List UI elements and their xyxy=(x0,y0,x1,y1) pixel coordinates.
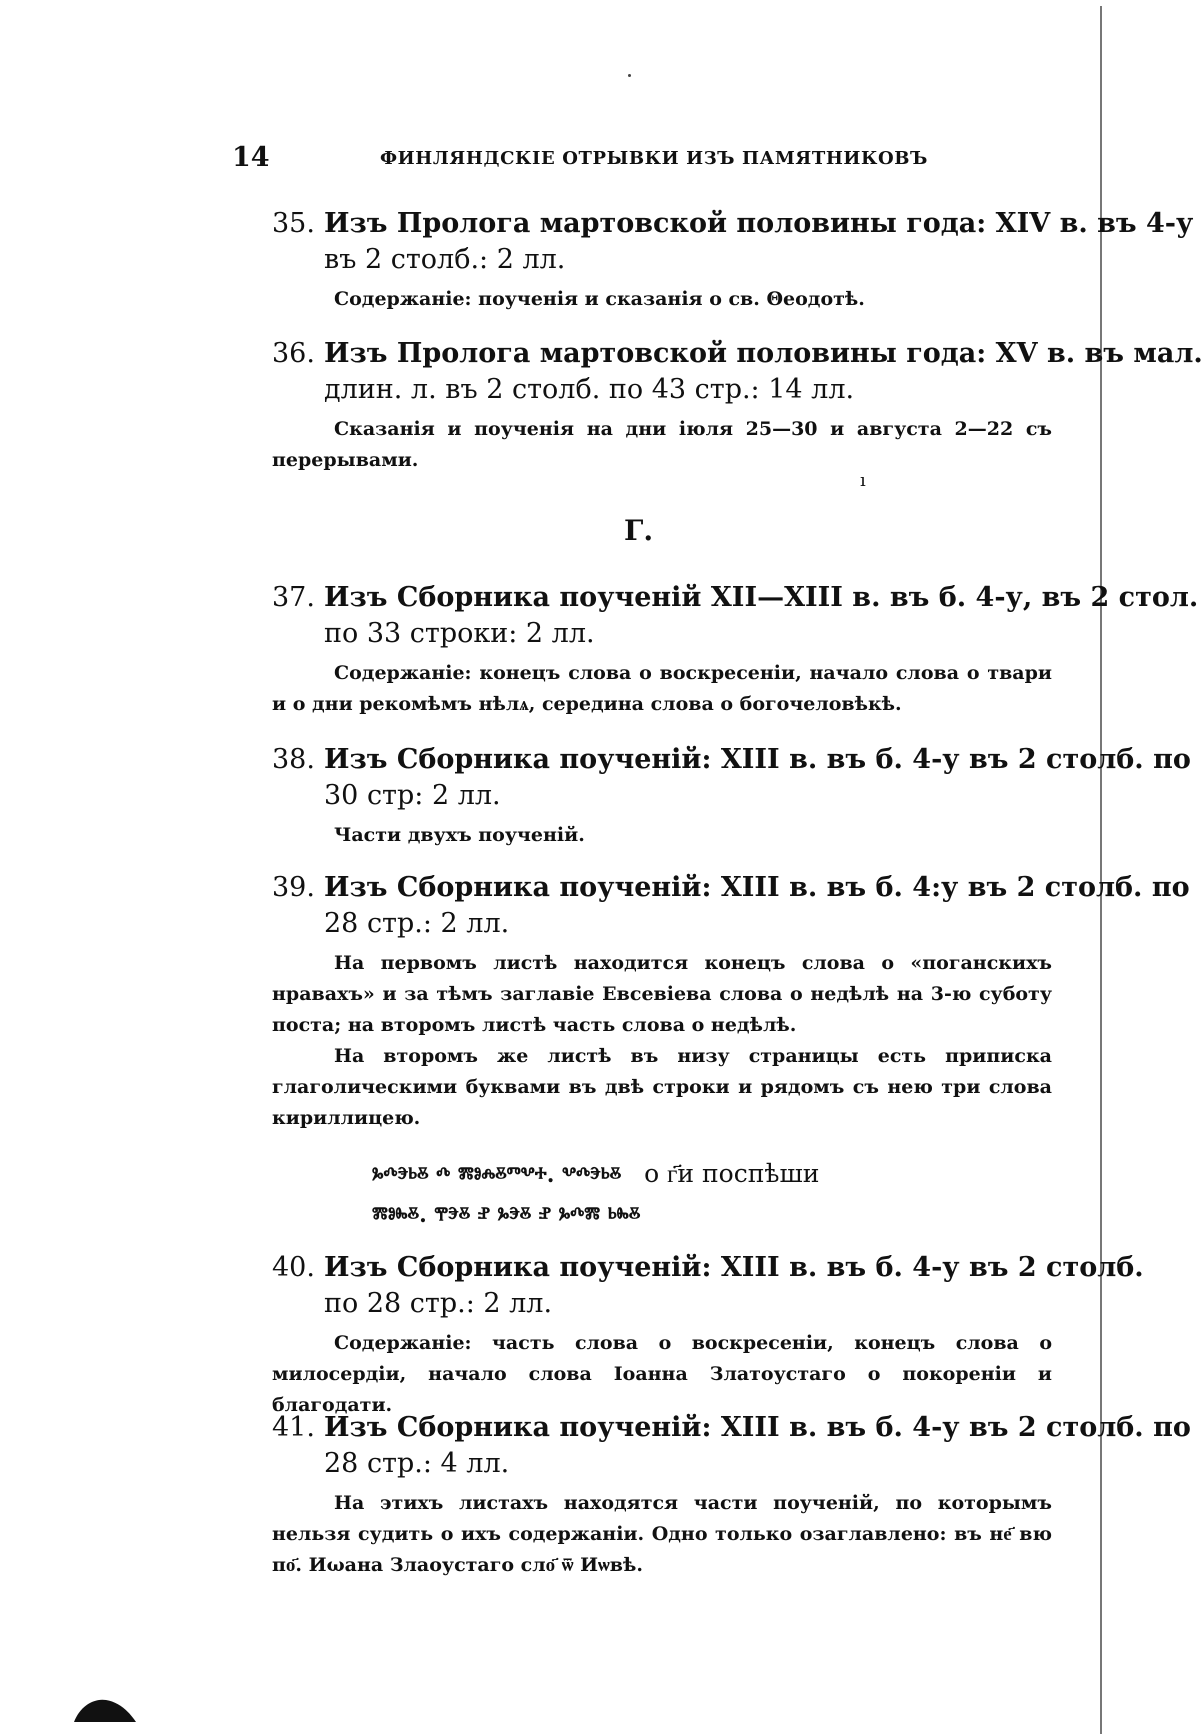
glagolitic-inscription xyxy=(372,1154,1052,1235)
cyrillic-words: о г҃и поспѣши xyxy=(644,1159,820,1188)
entry-note: На этихъ листахъ находятся части поученій, по которымъ нельзя судить о ихъ содержаніи. Одно только озаглавлено: въ не҃ вю по҃. Иωана Злаоустаго сло҃ ѿ Иѡвѣ. xyxy=(272,1492,1052,1576)
catalog-entry xyxy=(272,1250,1144,1421)
print-speck xyxy=(628,74,631,77)
entry-title-continued: 28 стр.: 2 лл. xyxy=(324,908,510,939)
entry-note: Сказанія и поученія на дни іюля 25—30 и августа 2—22 съ перерывами. xyxy=(272,418,1052,471)
entry-note: Содержаніе: поученія и сказанія о св. Θеодотѣ. xyxy=(334,288,865,310)
stray-mark: ı xyxy=(860,470,866,491)
entry-title-continued: въ 2 столб.: 2 лл. xyxy=(324,244,566,275)
entry-note: Содержаніе: часть слова о воскресеніи, конецъ слова о милосердіи, начало слова Іоанна Златоустаго о покореніи и благодати. xyxy=(272,1332,1052,1416)
entry-title-continued: 28 стр.: 4 лл. xyxy=(324,1448,510,1479)
entry-note: На первомъ листѣ находится конецъ слова о «поганскихъ нравахъ» и за тѣмъ заглавіе Евсевіева слова о недѣлѣ на 3-ю суботу поста; на второмъ листѣ часть слова о недѣлѣ. xyxy=(272,952,1052,1036)
entry-note: На второмъ же листѣ въ низу страницы есть приписка глаголическими буквами въ двѣ строки и рядомъ съ нею три слова кириллицею. xyxy=(272,1045,1052,1129)
catalog-entry xyxy=(272,336,1203,476)
running-title: ФИНЛЯНДСКІЕ ОТРЫВКИ ИЗЪ ПАМЯТНИКОВЪ xyxy=(380,148,928,169)
entry-title-continued: по 33 строки: 2 лл. xyxy=(324,618,595,649)
entry-title-continued: длин. л. въ 2 столб. по 43 стр.: 14 лл. xyxy=(324,374,855,405)
catalog-entry xyxy=(272,870,1190,1134)
entry-number: 39. xyxy=(272,872,315,903)
entry-note: Содержаніе: конецъ слова о воскресеніи, начало слова о твари и о дни рекомѣмъ нѣлѧ, середина слова о богочеловѣкѣ. xyxy=(272,662,1052,715)
entry-number: 40. xyxy=(272,1252,315,1283)
entry-title-continued: по 28 стр.: 2 лл. xyxy=(324,1288,553,1319)
catalog-entry xyxy=(272,206,1194,315)
glagolitic-line: ⰳⰴⰵⱃⰻ ⰴ ⰿⱁⰾⰻⱅⰲⰰ. ⰲⰴⰵⱃⰻ xyxy=(372,1162,622,1188)
ink-blot xyxy=(72,1694,138,1724)
page-header xyxy=(232,142,1052,176)
entry-title: Изъ Сборника поученій: XIII в. въ б. 4:у въ 2 столб. по xyxy=(324,872,1190,903)
section-letter: Г. xyxy=(624,514,654,547)
entry-number: 36. xyxy=(272,338,315,369)
entry-note: Части двухъ поученій. xyxy=(334,824,585,846)
catalog-entry xyxy=(272,580,1199,720)
glagolitic-line: ⰿⱁⰸⰻ. ⰹⰵⰻ ⱀ ⰳⰵⰻ ⱀ ⰳⰴⰿ ⱃⰸⰻ xyxy=(372,1202,641,1228)
page-edge-line xyxy=(1100,6,1102,1734)
entry-title: Изъ Пролога мартовской половины года: XV в. въ мал. xyxy=(324,338,1203,369)
catalog-entry xyxy=(272,1410,1191,1581)
entry-number: 37. xyxy=(272,582,315,613)
entry-number: 41. xyxy=(272,1412,315,1443)
entry-number: 38. xyxy=(272,744,315,775)
entry-title-continued: 30 стр: 2 лл. xyxy=(324,780,501,811)
entry-title: Изъ Пролога мартовской половины года: XIV в. въ 4-у xyxy=(324,208,1194,239)
catalog-entry xyxy=(272,742,1191,851)
entry-title: Изъ Сборника поученій: XIII в. въ б. 4-у въ 2 столб. xyxy=(324,1252,1144,1283)
page-number: 14 xyxy=(232,142,270,173)
entry-number: 35. xyxy=(272,208,315,239)
entry-title: Изъ Сборника поученій XII—XIII в. въ б. 4-у, въ 2 стол. xyxy=(324,582,1199,613)
entry-title: Изъ Сборника поученій: XIII в. въ б. 4-у въ 2 столб. по xyxy=(324,1412,1191,1443)
entry-title: Изъ Сборника поученій: XIII в. въ б. 4-у въ 2 столб. по xyxy=(324,744,1191,775)
